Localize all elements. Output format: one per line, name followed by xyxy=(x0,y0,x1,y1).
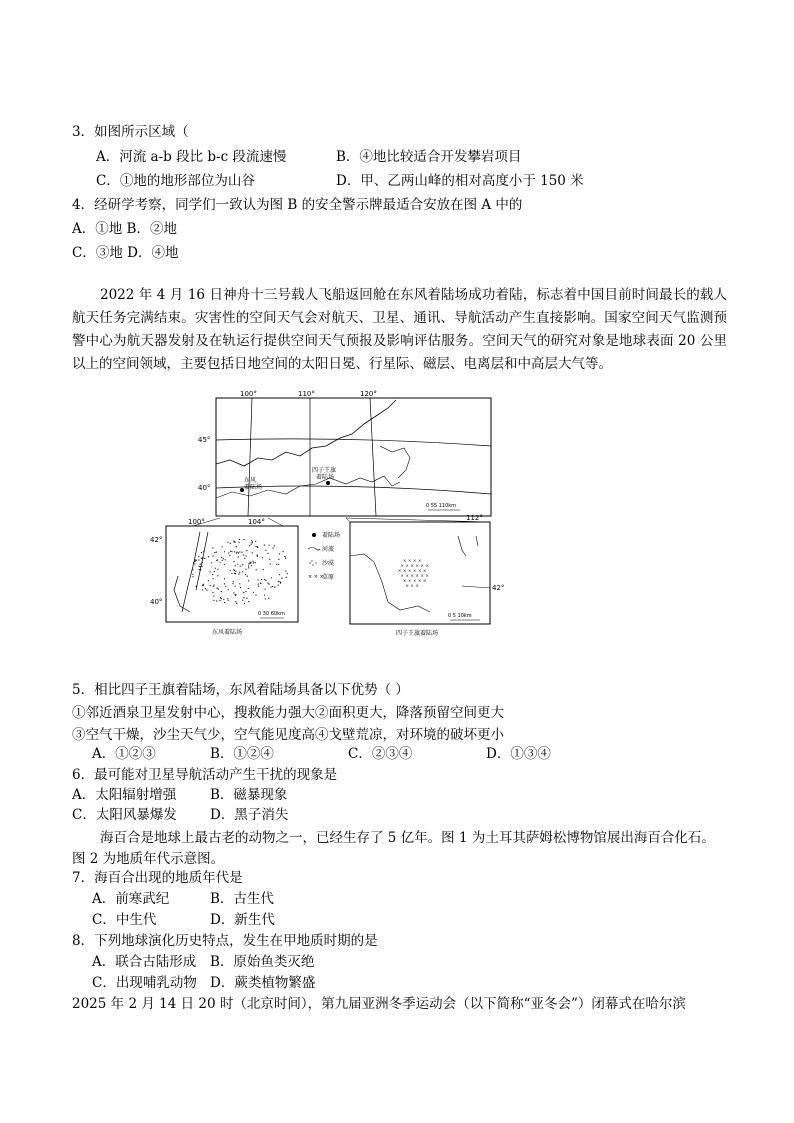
desert-dot xyxy=(240,587,241,588)
desert-dot xyxy=(239,539,240,540)
desert-dot xyxy=(198,559,199,560)
desert-dot xyxy=(265,580,266,581)
inset-left-lat-42: 42° xyxy=(150,536,163,544)
q7-stem: 7．海百合出现的地质年代是 xyxy=(72,870,243,886)
desert-dot xyxy=(274,545,275,546)
desert-dot xyxy=(217,559,218,560)
q6-option-b: B．磁暴现象 xyxy=(210,787,288,803)
desert-dot xyxy=(202,562,203,563)
desert-dot xyxy=(248,588,249,589)
desert-dot xyxy=(224,602,225,603)
desert-dot xyxy=(269,559,270,560)
passage-crinoid-line-1: 海百合是地球上最古老的动物之一，已经生存了 5 亿年。图 1 为土耳其萨姆松博物馆展出海百合化石。 xyxy=(100,830,715,846)
desert-dot xyxy=(268,553,269,554)
dongfeng-label-2: 着陆场 xyxy=(244,484,263,491)
grass-mark: × xyxy=(403,568,407,573)
grass-mark: × xyxy=(418,578,422,583)
q8-option-c: C．出现哺乳动物 xyxy=(92,975,197,991)
desert-dot xyxy=(233,569,234,570)
desert-dot xyxy=(231,551,232,552)
grass-mark: × xyxy=(410,583,414,588)
desert-dot xyxy=(216,552,217,553)
desert-dot xyxy=(221,557,222,558)
q6-option-c: C．太阳风暴爆发 xyxy=(72,807,177,823)
desert-dot xyxy=(220,597,221,598)
desert-dot xyxy=(201,558,202,559)
svg-text:× × ×: × × × xyxy=(308,574,324,580)
desert-dot xyxy=(243,597,244,598)
desert-dot xyxy=(258,584,259,585)
desert-dot xyxy=(265,589,266,590)
desert-dot xyxy=(276,564,277,565)
desert-dot xyxy=(192,576,193,577)
desert-dot xyxy=(217,569,218,570)
desert-dot xyxy=(278,581,279,582)
grass-mark: × xyxy=(405,573,409,578)
desert-dot xyxy=(228,552,229,553)
grass-mark: × xyxy=(413,558,417,563)
desert-dot xyxy=(235,594,236,595)
grass-mark: × xyxy=(410,573,414,578)
inset-right-lon-112: 112° xyxy=(466,514,483,522)
desert-dot xyxy=(212,592,213,593)
desert-dot xyxy=(241,552,242,553)
desert-dot xyxy=(234,551,235,552)
desert-dot xyxy=(269,545,270,546)
desert-dot xyxy=(198,556,199,557)
siziwang-marker xyxy=(326,481,330,485)
desert-dot xyxy=(215,568,216,569)
desert-dot xyxy=(205,588,206,589)
desert-dot xyxy=(213,596,214,597)
q5-option-b: B．①②④ xyxy=(210,746,274,762)
desert-dot xyxy=(212,578,213,579)
q8-option-b: B．原始鱼类灭绝 xyxy=(210,954,315,970)
passage-asian-winter-games: 2025 年 2 月 14 日 20 时（北京时间），第九届亚洲冬季运动会（以下简称“亚冬会”）闭幕式在哈尔滨 xyxy=(72,996,686,1012)
desert-dot xyxy=(216,588,217,589)
siziwang-label-1: 四子王旗 xyxy=(312,467,337,474)
desert-dot xyxy=(242,564,243,565)
inset-right-scale: 0 5 10km xyxy=(448,613,472,619)
desert-dot xyxy=(264,544,265,545)
desert-dot xyxy=(201,552,202,553)
grass-mark: × xyxy=(403,578,407,583)
desert-dot xyxy=(236,546,237,547)
passage-shenzhou xyxy=(72,284,727,376)
desert-dot xyxy=(203,584,204,585)
desert-dot xyxy=(285,570,286,571)
desert-dot xyxy=(243,592,244,593)
desert-dot xyxy=(239,551,240,552)
desert-dot xyxy=(213,600,214,601)
desert-dot xyxy=(239,583,240,584)
desert-dot xyxy=(246,550,247,551)
desert-dot xyxy=(245,591,246,592)
desert-dot xyxy=(247,576,248,577)
inset-left-lat-40: 40° xyxy=(150,598,163,606)
grass-mark: × xyxy=(423,568,427,573)
desert-dot xyxy=(193,562,194,563)
desert-dot xyxy=(236,603,237,604)
inset-left-scale: 0 30 60km xyxy=(258,611,285,617)
dongfeng-label-1: 东风 xyxy=(244,477,257,484)
desert-dot xyxy=(221,591,222,592)
grass-mark: × xyxy=(408,558,412,563)
inset-left-lon-104: 104° xyxy=(248,518,265,526)
desert-dot xyxy=(210,585,211,586)
desert-dot xyxy=(217,575,218,576)
desert-dot xyxy=(192,574,193,575)
desert-dot xyxy=(268,584,269,585)
desert-dot xyxy=(238,574,239,575)
desert-dot xyxy=(283,551,284,552)
desert-dot xyxy=(279,574,280,575)
desert-dot xyxy=(252,561,253,562)
q4-stem: 4．经研学考察，同学们一致认为图 B 的安全警示牌最适合安放在图 A 中的 xyxy=(72,197,523,213)
desert-dot xyxy=(194,563,195,564)
desert-dot xyxy=(248,567,249,568)
desert-dot xyxy=(235,586,236,587)
q5-option-d: D．①③④ xyxy=(486,746,551,762)
desert-dot xyxy=(235,601,236,602)
q5-statements-1-2: ①邻近酒泉卫星发射中心，搜救能力强大②面积更大，降落预留空间更大 xyxy=(72,705,504,721)
grass-mark: × xyxy=(400,573,404,578)
desert-dot xyxy=(246,598,247,599)
desert-dot xyxy=(272,548,273,549)
q3-option-b: B．④地比较适合开发攀岩项目 xyxy=(336,149,522,165)
lat-45-label: 45° xyxy=(198,436,211,444)
desert-dot xyxy=(196,586,197,587)
desert-dot xyxy=(252,552,253,553)
desert-dot xyxy=(278,564,279,565)
desert-dot xyxy=(203,585,204,586)
desert-dot xyxy=(248,580,249,581)
q8-option-a: A．联合古陆形成 xyxy=(92,954,197,970)
desert-dot xyxy=(251,544,252,545)
legend-grassland: 草原 xyxy=(322,574,335,581)
desert-dot xyxy=(264,595,265,596)
q6-stem: 6．最可能对卫星导航活动产生干扰的现象是 xyxy=(72,767,338,783)
desert-dot xyxy=(265,598,266,599)
desert-dot xyxy=(224,564,225,565)
q3-option-d: D．甲、乙两山峰的相对高度小于 150 米 xyxy=(336,173,584,189)
desert-dot xyxy=(225,559,226,560)
q4-options-cd: C．③地 D．④地 xyxy=(72,245,179,261)
desert-dot xyxy=(195,561,196,562)
desert-dot xyxy=(211,562,212,563)
desert-dot xyxy=(255,595,256,596)
siziwang-label-2: 着陆场 xyxy=(316,474,335,481)
desert-dot xyxy=(224,551,225,552)
desert-dot xyxy=(200,569,201,570)
desert-dot xyxy=(287,573,288,574)
desert-dot xyxy=(218,589,219,590)
desert-dot xyxy=(258,579,259,580)
grass-mark: × xyxy=(418,558,422,563)
desert-dot xyxy=(219,600,220,601)
desert-dot xyxy=(264,579,265,580)
grass-mark: × xyxy=(400,563,404,568)
grass-mark: × xyxy=(408,578,412,583)
desert-dot xyxy=(203,551,204,552)
desert-dot xyxy=(284,556,285,557)
desert-dot xyxy=(227,598,228,599)
desert-dot xyxy=(229,555,230,556)
grass-mark: × xyxy=(418,568,422,573)
desert-dot xyxy=(258,586,259,587)
desert-dot xyxy=(270,586,271,587)
q5-stem: 5．相比四子王旗着陆场，东风着陆场具备以下优势（ ） xyxy=(72,682,409,698)
desert-dot xyxy=(236,553,237,554)
desert-dot xyxy=(248,601,249,602)
desert-dot xyxy=(255,546,256,547)
desert-dot xyxy=(243,554,244,555)
desert-dot xyxy=(233,561,234,562)
q5-statements-3-4: ③空气干燥，沙尘天气少，空气能见度高④戈壁荒凉，对环境的破坏更小 xyxy=(72,727,504,743)
lon-110-label: 110° xyxy=(298,390,315,398)
desert-dot xyxy=(279,553,280,554)
q4-options-ab: A．①地 B．②地 xyxy=(72,221,177,237)
desert-dot xyxy=(206,590,207,591)
desert-dot xyxy=(214,571,215,572)
desert-dot xyxy=(235,565,236,566)
grass-mark: × xyxy=(415,563,419,568)
main-scale: 0 55 110km xyxy=(426,503,457,509)
desert-dot xyxy=(249,562,250,563)
desert-dot xyxy=(268,598,269,599)
desert-dot xyxy=(235,573,236,574)
desert-dot xyxy=(212,574,213,575)
desert-dot xyxy=(220,562,221,563)
desert-dot xyxy=(225,586,226,587)
desert-dot xyxy=(242,571,243,572)
passage-crinoid-line-2: 图 2 为地质年代示意图。 xyxy=(72,851,225,867)
desert-dot xyxy=(253,592,254,593)
grass-mark: × xyxy=(413,578,417,583)
desert-dot xyxy=(222,560,223,561)
desert-dot xyxy=(223,599,224,600)
grass-mark: × xyxy=(420,573,424,578)
legend-landing: 着陆场 xyxy=(322,532,341,539)
q6-option-a: A．太阳辐射增强 xyxy=(72,787,177,803)
desert-dot xyxy=(222,546,223,547)
desert-dot xyxy=(246,556,247,557)
desert-dot xyxy=(230,543,231,544)
grass-mark: × xyxy=(415,583,419,588)
desert-dot xyxy=(262,557,263,558)
desert-dot xyxy=(233,581,234,582)
q7-option-a: A．前寒武纪 xyxy=(92,891,170,907)
desert-dot xyxy=(213,585,214,586)
grass-mark: × xyxy=(425,573,429,578)
lat-40-label: 40° xyxy=(198,484,211,492)
desert-dot xyxy=(248,563,249,564)
passage-shenzhou-text: 2022 年 4 月 16 日神舟十三号载人飞船返回舱在东风着陆场成功着陆，标志着中国目前时间最长的载人航天任务完满结束。灾害性的空间天气会对航天、卫星、通讯、导航活动产生直接影响。国家空间天气监测预警中心为航天器发射及在轨运行提供空间天气预报及影响评估服务。空间天气的研究对象是地球表面 20 公里以上的空间领域，主要包括日地空间的太阳日冕、行星际、磁层、电离层和中高层大气等。 xyxy=(72,287,727,372)
desert-dot xyxy=(244,558,245,559)
lon-120-label: 120° xyxy=(360,390,377,398)
grass-mark: × xyxy=(403,558,407,563)
desert-dot xyxy=(204,558,205,559)
inset-left-caption: 东风着陆场 xyxy=(212,629,243,636)
desert-dot xyxy=(285,558,286,559)
desert-dot xyxy=(234,573,235,574)
desert-dot xyxy=(251,540,252,541)
desert-dot xyxy=(212,556,213,557)
desert-dot xyxy=(261,579,262,580)
desert-dot xyxy=(237,564,238,565)
desert-dot xyxy=(240,566,241,567)
lon-100-label: 100° xyxy=(240,390,257,398)
desert-dot xyxy=(245,569,246,570)
desert-dot xyxy=(231,573,232,574)
desert-dot xyxy=(255,562,256,563)
desert-dot xyxy=(192,569,193,570)
desert-dot xyxy=(237,552,238,553)
desert-dot xyxy=(255,541,256,542)
desert-dot xyxy=(250,562,251,563)
desert-dot xyxy=(224,578,225,579)
desert-dot xyxy=(257,547,258,548)
desert-dot xyxy=(238,556,239,557)
q3-stem: 3．如图所示区域（ xyxy=(72,124,189,140)
q5-option-a: A．①②③ xyxy=(92,746,156,762)
desert-dot xyxy=(267,583,268,584)
q8-option-d: D．蕨类植物繁盛 xyxy=(210,975,316,991)
desert-dot xyxy=(265,550,266,551)
desert-dot xyxy=(228,589,229,590)
desert-dot xyxy=(278,559,279,560)
desert-dot xyxy=(200,566,201,567)
desert-dot xyxy=(272,586,273,587)
desert-dot xyxy=(256,569,257,570)
desert-dot xyxy=(234,541,235,542)
desert-dot xyxy=(253,562,254,563)
q7-option-c: C．中生代 xyxy=(92,912,157,928)
desert-dot xyxy=(271,577,272,578)
desert-dot xyxy=(202,589,203,590)
desert-dot xyxy=(243,539,244,540)
desert-dot xyxy=(199,569,200,570)
desert-dot xyxy=(239,572,240,573)
legend-desert: 沙漠 xyxy=(322,560,335,567)
desert-dot xyxy=(239,542,240,543)
desert-dot xyxy=(196,560,197,561)
desert-dot xyxy=(248,565,249,566)
desert-dot xyxy=(202,566,203,567)
desert-dot xyxy=(245,574,246,575)
legend-river: 河流 xyxy=(322,546,335,553)
desert-dot xyxy=(214,552,215,553)
desert-dot xyxy=(200,564,201,565)
desert-dot xyxy=(280,582,281,583)
desert-dot xyxy=(224,583,225,584)
desert-dot xyxy=(223,558,224,559)
desert-dot xyxy=(227,542,228,543)
desert-dot xyxy=(228,600,229,601)
desert-dot xyxy=(199,566,200,567)
desert-dot xyxy=(274,587,275,588)
grass-mark: × xyxy=(408,568,412,573)
grass-mark: × xyxy=(405,583,409,588)
desert-dot xyxy=(251,542,252,543)
desert-dot xyxy=(257,556,258,557)
grass-mark: × xyxy=(425,563,429,568)
q3-option-c: C．①地的地形部位为山谷 xyxy=(96,173,255,189)
desert-dot xyxy=(244,603,245,604)
q3-option-a: A．河流 a-b 段比 b-c 段流速慢 xyxy=(96,149,287,165)
grass-mark: × xyxy=(405,563,409,568)
desert-dot xyxy=(251,565,252,566)
desert-dot xyxy=(235,571,236,572)
grass-mark: × xyxy=(398,568,402,573)
inset-right-lat-42: 42° xyxy=(492,584,505,592)
desert-dot xyxy=(233,592,234,593)
inset-left-lon-100: 100° xyxy=(188,518,205,526)
desert-dot xyxy=(242,600,243,601)
desert-dot xyxy=(232,583,233,584)
desert-dot xyxy=(212,547,213,548)
desert-dot xyxy=(208,580,209,581)
desert-dot xyxy=(230,570,231,571)
inset-right-caption: 四子王旗着陆场 xyxy=(396,630,439,637)
desert-dot xyxy=(213,586,214,587)
desert-dot xyxy=(281,578,282,579)
desert-dot xyxy=(270,563,271,564)
desert-dot xyxy=(195,559,196,560)
landing-site-map xyxy=(150,386,505,646)
desert-dot xyxy=(216,600,217,601)
q7-option-b: B．古生代 xyxy=(210,891,274,907)
desert-dot xyxy=(238,552,239,553)
desert-dot xyxy=(230,551,231,552)
desert-dot xyxy=(278,585,279,586)
grass-mark: × xyxy=(410,563,414,568)
desert-dot xyxy=(260,583,261,584)
desert-dot xyxy=(202,558,203,559)
desert-dot xyxy=(263,569,264,570)
q5-option-c: C．②③④ xyxy=(348,746,413,762)
desert-dot xyxy=(286,577,287,578)
desert-dot xyxy=(257,555,258,556)
grass-mark: × xyxy=(413,568,417,573)
grass-mark: × xyxy=(415,573,419,578)
desert-dot xyxy=(208,556,209,557)
grass-mark: × xyxy=(423,578,427,583)
grass-mark: × xyxy=(420,563,424,568)
desert-dot xyxy=(249,545,250,546)
desert-dot xyxy=(234,594,235,595)
desert-dot xyxy=(221,598,222,599)
q7-option-d: D．新生代 xyxy=(210,912,275,928)
q6-option-d: D．黑子消失 xyxy=(210,807,289,823)
desert-dot xyxy=(209,571,210,572)
q8-stem: 8．下列地球演化历史特点，发生在甲地质时期的是 xyxy=(72,933,378,949)
